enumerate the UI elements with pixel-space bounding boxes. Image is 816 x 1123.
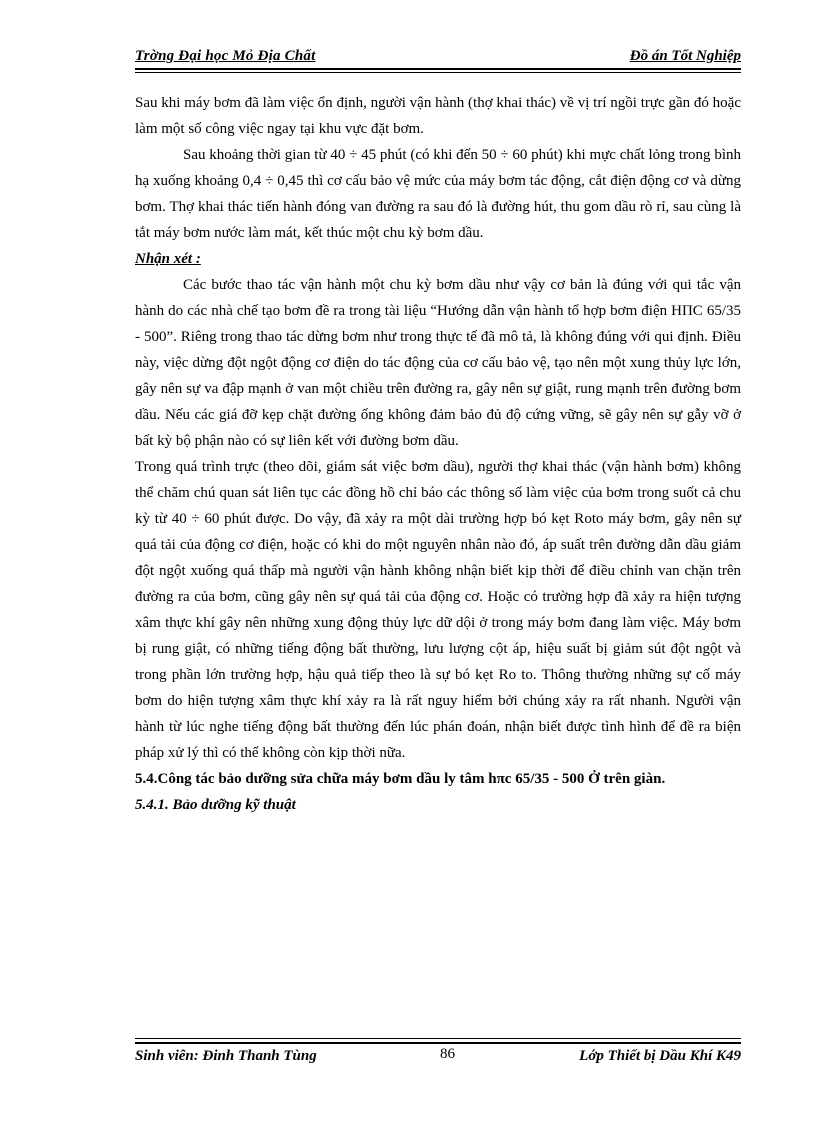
header-rule-thin xyxy=(135,72,741,73)
paragraph-remark: Các bước thao tác vận hành một chu kỳ bơm dầu như vậy cơ bản là đúng với qui tắc vận hành do các nhà chế tạo bơm đề ra trong tài liệu “Hướng dẫn vận hành tổ hợp bơm điện HПC 65/35 - 500”. Riêng trong thao tác dừng bơm như trong thực tế đã mô tả, là không đúng với qui định. Điều này, việc dừng đột ngột động cơ điện do tác động của cơ cấu bảo vệ, tạo nên một xung thủy lực lớn, gây nên sự va đập mạnh ở van một chiều trên đường ra, gây nên sự giật, rung mạnh trên đường bơm dầu. Nếu các giá đỡ kẹp chặt đường ống không đảm bảo đủ độ cứng vững, sẽ gây nên sự gẫy vỡ ở bất kỳ bộ phận nào có sự liên kết với đường bơm dầu. xyxy=(135,277,741,449)
page-body xyxy=(135,90,741,818)
header-rule xyxy=(135,68,741,70)
paragraph-monitoring: Trong quá trình trực (theo dõi, giám sát việc bơm dầu), người thợ khai thác (vận hành bơm) không thể chăm chú quan sát liên tục các đồng hồ chỉ báo các thông số làm việc của bơm trong suốt cả chu kỳ từ 40 ÷ 60 phút được. Do vậy, đã xảy ra một dài trường hợp bó kẹt Roto máy bơm, gây nên sự quá tải của động cơ điện, hoặc có khi do một nguyên nhân nào đó, áp suất trên đường dẫn dầu giảm đột ngột xuống quá thấp mà người vận hành không nhận biết kịp thời để điều chỉnh van chặn trên đường ra của bơm, cũng gây nên sự quá tải của động cơ. Hoặc có trường hợp đã xảy ra hiện tượng xâm thực khí gây nên những xung động thủy lực dữ dội ở trong máy bơm đang làm việc. Máy bơm bị rung giật, có những tiếng động bất thường, lưu lượng cột áp, hiệu suất bị giảm sút đột ngột và trong phần lớn trường hợp, hậu quả tiếp theo là sự bó kẹt Ro to. Thông thường những sự cố máy bơm do hiện tượng xâm thực khí xảy ra là rất nguy hiểm bởi chúng xảy ra rất nhanh. Người vận hành từ lúc nghe tiếng động bất thường đến lúc phán đoán, nhận biết được tình hình để đề ra biện pháp xử lý thì có thể không còn kịp thời nữa. xyxy=(135,459,741,761)
remark-heading: Nhận xét : xyxy=(135,251,201,267)
paragraph-stop-cycle: Sau khoảng thời gian từ 40 ÷ 45 phút (có khi đến 50 ÷ 60 phút) khi mực chất lỏng trong bình hạ xuống khoảng 0,4 ÷ 0,45 thì cơ cấu bảo vệ mức của máy bơm tác động, cắt điện động cơ và dừng bơm. Thợ khai thác tiến hành đóng van đường ra sau đó là đường hút, thu gom dầu rò rỉ, sau cùng là tắt máy bơm nước làm mát, kết thúc một chu kỳ bơm dầu. xyxy=(135,147,741,241)
page-number: 86 xyxy=(440,1046,455,1062)
footer-rule-thin xyxy=(135,1038,741,1039)
section-title: 5.4.Công tác bảo dưỡng sửa chữa máy bơm dầu ly tâm hπc 65/35 - 500 Ở trên giàn. xyxy=(135,771,666,787)
footer-student: Sinh viên: Đinh Thanh Tùng xyxy=(135,1048,317,1064)
footer-class: Lớp Thiết bị Dầu Khí K49 xyxy=(579,1048,741,1064)
header-university: Trờng Đại học Mỏ Địa Chất xyxy=(135,48,316,64)
page-header xyxy=(135,48,741,70)
subsection-title: 5.4.1. Bảo dưỡng kỹ thuật xyxy=(135,797,296,813)
footer-rule xyxy=(135,1042,741,1044)
paragraph-operation: Sau khi máy bơm đã làm việc ổn định, người vận hành (thợ khai thác) về vị trí ngồi trực gần đó hoặc làm một số công việc ngay tại khu vực đặt bơm. xyxy=(135,95,741,137)
page-footer xyxy=(135,1038,741,1068)
header-document-type: Đồ án Tốt Nghiệp xyxy=(629,48,741,64)
